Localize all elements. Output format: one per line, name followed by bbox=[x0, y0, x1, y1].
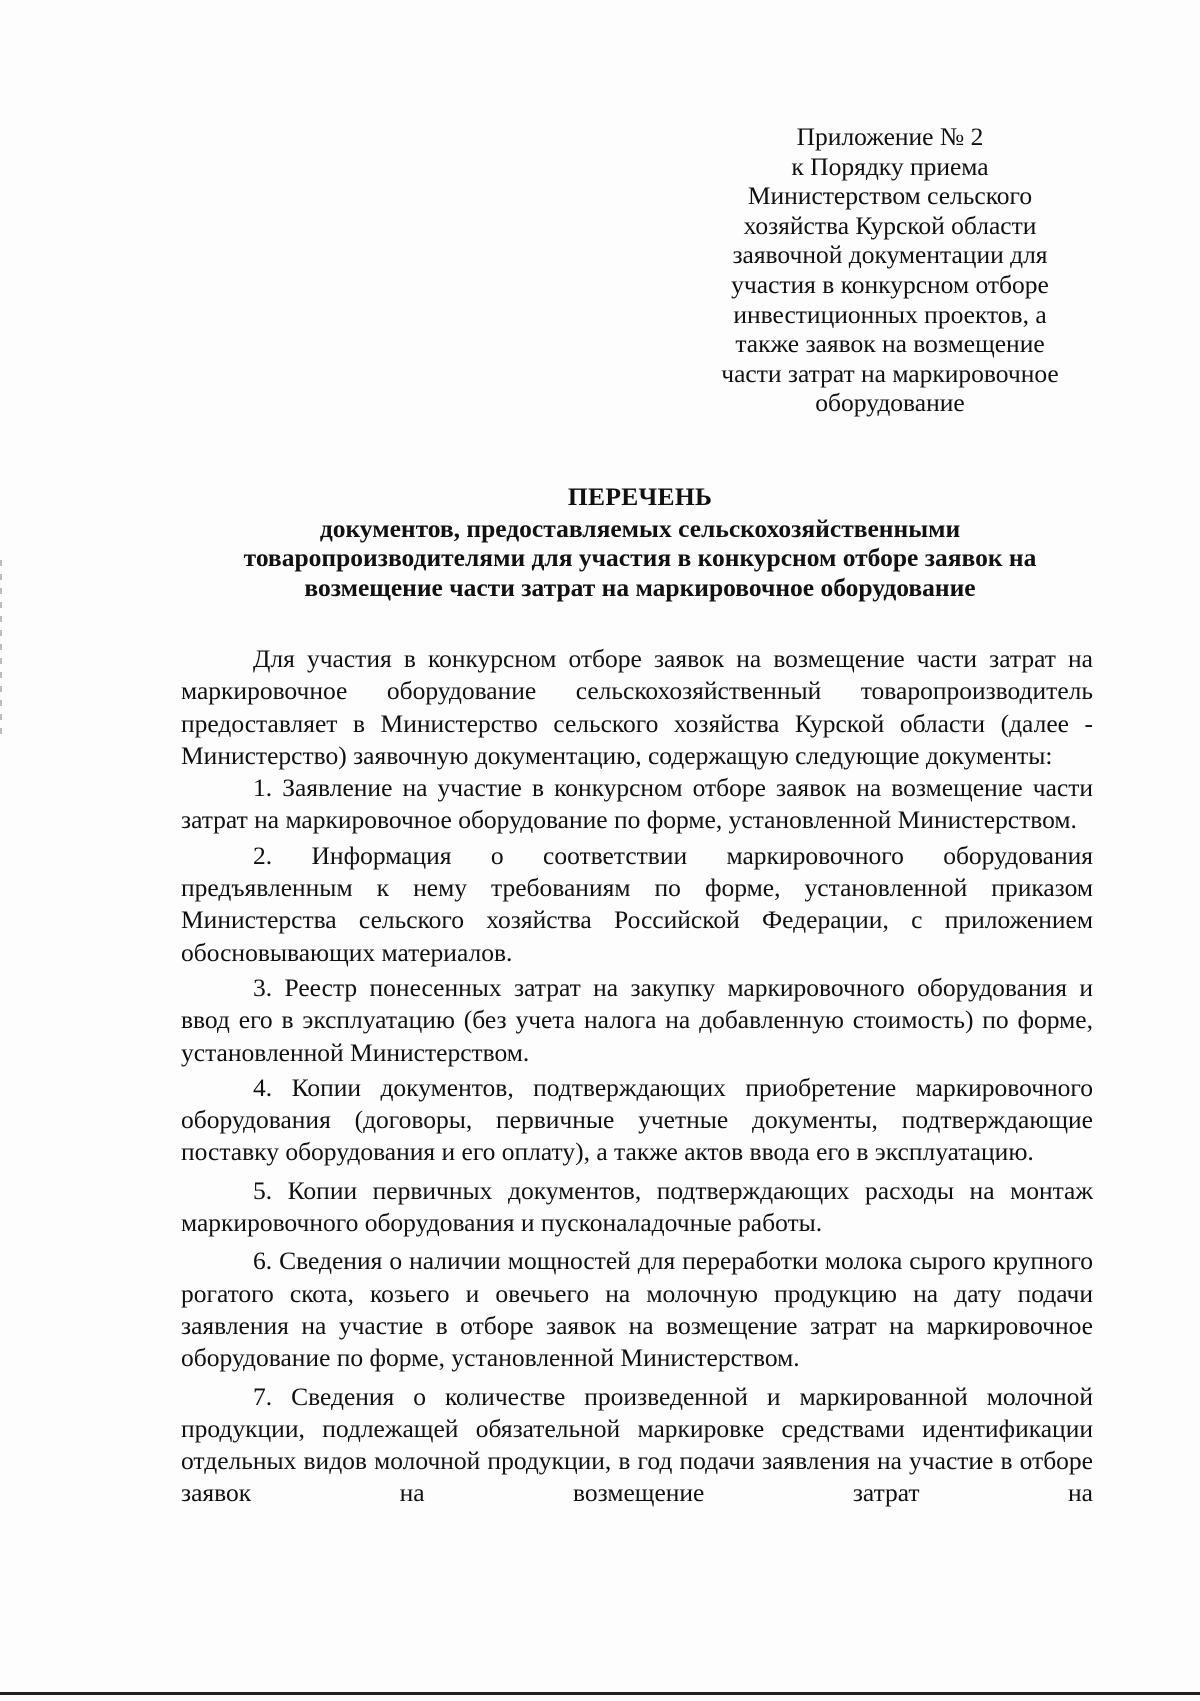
appendix-line: хозяйства Курской области bbox=[743, 210, 1037, 240]
document-title: ПЕРЕЧЕНЬ bbox=[567, 482, 713, 511]
appendix-note bbox=[690, 122, 1090, 418]
appendix-line: заявочной документации для bbox=[732, 240, 1048, 270]
document-body bbox=[181, 643, 1093, 1510]
document-subtitle-line: товаропроизводителями для участия в конкурсном отборе заявок на bbox=[243, 543, 1037, 572]
list-item-5: 5. Копии первичных документов, подтверждающих расходы на монтаж маркировочного оборудования и пусконаладочные работы. bbox=[181, 1175, 1093, 1238]
page-bottom-rule bbox=[0, 1692, 1200, 1695]
appendix-line: части затрат на маркировочное bbox=[721, 358, 1059, 388]
appendix-line: Приложение № 2 bbox=[796, 122, 984, 151]
appendix-line: к Порядку приема bbox=[791, 151, 989, 181]
list-item-2: 2. Информация о соответствии маркировочного оборудования предъявленным к нему требованиям по форме, установленной приказом Министерства сельского хозяйства Российской Федерации, с приложением обосновывающих материалов. bbox=[181, 840, 1093, 967]
document-subtitle-line: возмещение части затрат на маркировочное оборудование bbox=[304, 572, 976, 602]
appendix-line: инвестиционных проектов, а bbox=[733, 299, 1047, 329]
list-item-7: 7. Сведения о количестве произведенной и маркированной молочной продукции, подлежащей обязательной маркировке средствами идентификации отдельных видов молочной продукции, в год подачи заявления на участие в отборе заявок на возмещение затрат на bbox=[181, 1381, 1093, 1508]
appendix-line: оборудование bbox=[815, 388, 965, 418]
list-item-1: 1. Заявление на участие в конкурсном отборе заявок на возмещение части затрат на маркировочное оборудование по форме, установленной Министерством. bbox=[181, 773, 1093, 835]
list-item-3: 3. Реестр понесенных затрат на закупку маркировочного оборудования и ввод его в эксплуатацию (без учета налога на добавленную стоимость) по форме, установленной Министерством. bbox=[181, 972, 1093, 1067]
appendix-line: участия в конкурсном отборе bbox=[731, 269, 1049, 299]
list-item-6: 6. Сведения о наличии мощностей для переработки молока сырого крупного рогатого скота, козьего и овечьего на молочную продукцию на дату подачи заявления на участие в отборе заявок на возмещение затрат на маркировочное оборудование по форме, установленной Министерством. bbox=[181, 1246, 1093, 1373]
scan-edge-mark bbox=[0, 560, 2, 740]
appendix-line: Министерством сельского bbox=[747, 181, 1033, 211]
intro-paragraph: Для участия в конкурсном отборе заявок на возмещение части затрат на маркировочное оборудование сельскохозяйственный товаропроизводитель предоставляет в Министерство сельского хозяйства Курской области (далее - Министерство) заявочную документацию, содержащую следующие документы: bbox=[181, 644, 1093, 770]
list-item-4: 4. Копии документов, подтверждающих приобретение маркировочного оборудования (договоры, первичные учетные документы, подтверждающие поставку оборудования и его оплату), а также актов ввода его в эксплуатацию. bbox=[181, 1072, 1093, 1167]
document-heading bbox=[160, 482, 1120, 602]
document-subtitle-line: документов, предоставляемых сельскохозяйственными bbox=[319, 513, 961, 543]
appendix-line: также заявок на возмещение bbox=[735, 329, 1045, 359]
